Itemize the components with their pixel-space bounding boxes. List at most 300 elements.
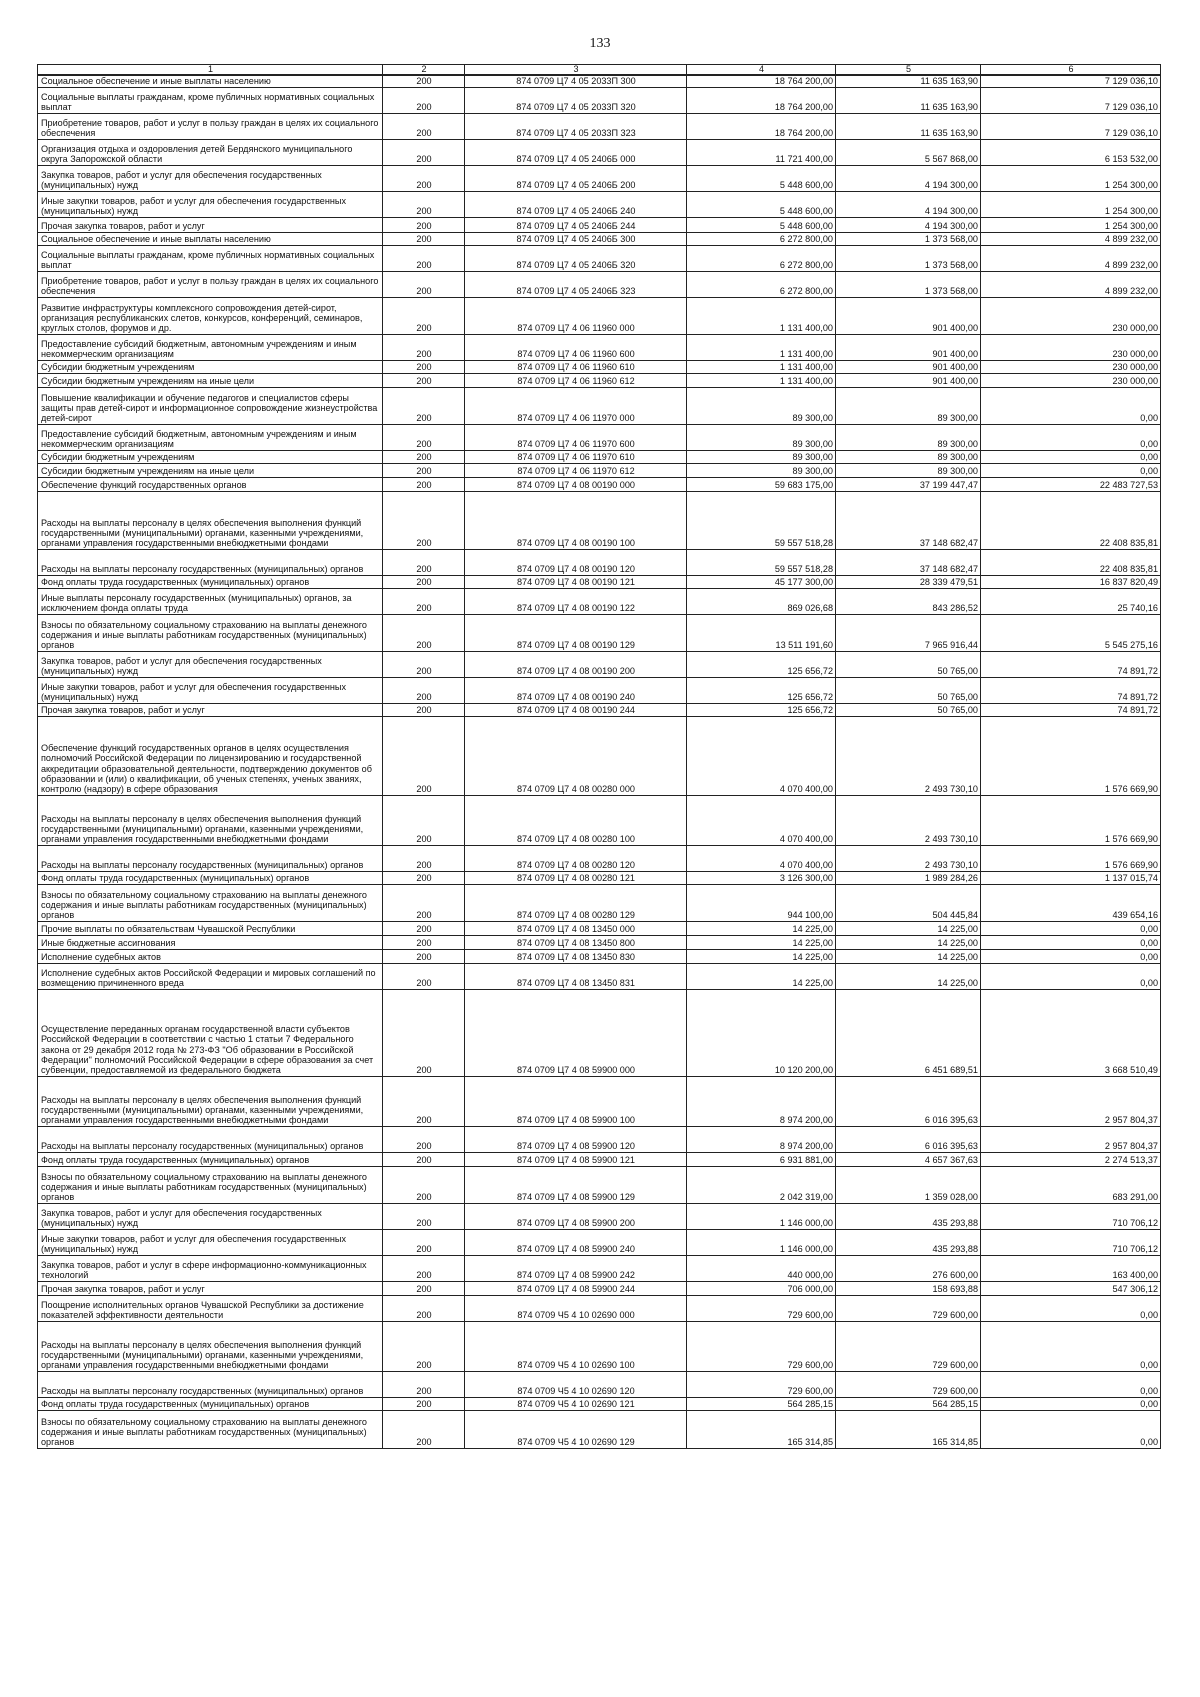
row-name: Повышение квалификации и обучение педагогов и специалистов сферы защиты прав детей-сирот и информационное сопровождение жизнеустройства детей-сирот	[38, 387, 383, 424]
row-value-col6: 0,00	[981, 387, 1161, 424]
table-row	[38, 191, 1161, 217]
row-value-col6: 0,00	[981, 1397, 1161, 1410]
row-value-col4: 6 272 800,00	[687, 245, 836, 271]
row-kbk: 874 0709 Ч5 4 10 02690 120	[465, 1371, 687, 1397]
row-kbk: 874 0709 Ц7 4 08 59900 000	[465, 989, 687, 1076]
row-value-col4: 5 448 600,00	[687, 217, 836, 232]
row-code: 200	[383, 245, 465, 271]
row-value-col6: 1 576 669,90	[981, 795, 1161, 845]
table-row	[38, 87, 1161, 113]
budget-table	[37, 64, 1161, 1449]
row-value-col5: 276 600,00	[836, 1255, 981, 1281]
row-kbk: 874 0709 Ц7 4 08 59900 100	[465, 1076, 687, 1126]
row-value-col4: 165 314,85	[687, 1410, 836, 1448]
table-row	[38, 921, 1161, 935]
row-value-col4: 14 225,00	[687, 935, 836, 949]
row-name: Закупка товаров, работ и услуг в сфере информационно-коммуникационных технологий	[38, 1255, 383, 1281]
row-code: 200	[383, 1203, 465, 1229]
row-value-col5: 2 493 730,10	[836, 716, 981, 795]
table-row	[38, 1076, 1161, 1126]
table-row	[38, 703, 1161, 716]
row-value-col4: 4 070 400,00	[687, 795, 836, 845]
row-value-col4: 89 300,00	[687, 387, 836, 424]
row-name: Предоставление субсидий бюджетным, автономным учреждениям и иным некоммерческим организациям	[38, 334, 383, 360]
table-row	[38, 1410, 1161, 1448]
row-name: Прочая закупка товаров, работ и услуг	[38, 703, 383, 716]
row-value-col6: 22 483 727,53	[981, 477, 1161, 491]
row-code: 200	[383, 1229, 465, 1255]
table-row	[38, 1255, 1161, 1281]
table-row	[38, 871, 1161, 884]
row-value-col5: 564 285,15	[836, 1397, 981, 1410]
table-row	[38, 477, 1161, 491]
row-kbk: 874 0709 Ц7 4 08 13450 830	[465, 949, 687, 963]
row-code: 200	[383, 949, 465, 963]
row-code: 200	[383, 884, 465, 921]
row-name: Исполнение судебных актов Российской Федерации и мировых соглашений по возмещению причиненного вреда	[38, 963, 383, 989]
row-value-col4: 3 126 300,00	[687, 871, 836, 884]
row-value-col5: 901 400,00	[836, 334, 981, 360]
row-code: 200	[383, 588, 465, 614]
row-value-col4: 89 300,00	[687, 450, 836, 463]
row-kbk: 874 0709 Ц7 4 06 11970 600	[465, 424, 687, 450]
row-value-col4: 729 600,00	[687, 1295, 836, 1321]
table-row	[38, 1281, 1161, 1295]
row-value-col6: 683 291,00	[981, 1166, 1161, 1203]
row-kbk: 874 0709 Ц7 4 08 13450 831	[465, 963, 687, 989]
row-kbk: 874 0709 Ц7 4 05 2406Б 200	[465, 165, 687, 191]
table-row	[38, 949, 1161, 963]
row-value-col5: 729 600,00	[836, 1321, 981, 1371]
row-name: Приобретение товаров, работ и услуг в пользу граждан в целях их социального обеспечения	[38, 271, 383, 297]
row-value-col5: 1 373 568,00	[836, 232, 981, 245]
row-code: 200	[383, 677, 465, 703]
row-code: 200	[383, 549, 465, 575]
row-value-col5: 5 567 868,00	[836, 139, 981, 165]
table-row	[38, 1152, 1161, 1166]
table-row	[38, 677, 1161, 703]
row-name: Прочая закупка товаров, работ и услуг	[38, 217, 383, 232]
row-value-col6: 0,00	[981, 1410, 1161, 1448]
row-value-col5: 11 635 163,90	[836, 113, 981, 139]
table-row	[38, 360, 1161, 373]
row-value-col6: 74 891,72	[981, 651, 1161, 677]
row-kbk: 874 0709 Ц7 4 06 11970 000	[465, 387, 687, 424]
row-value-col4: 59 557 518,28	[687, 491, 836, 549]
row-name: Обеспечение функций государственных органов в целях осуществления полномочий Российской Федерации по лицензированию и государственной аккредитации образовательной деятельности, подтверждению документов об образовании и (или) о квалификации, об ученых степенях, ученых званиях, контролю (надзору) в сфере образования	[38, 716, 383, 795]
row-name: Социальное обеспечение и иные выплаты населению	[38, 75, 383, 87]
row-code: 200	[383, 334, 465, 360]
column-header: 6	[981, 65, 1161, 76]
row-name: Иные закупки товаров, работ и услуг для обеспечения государственных (муниципальных) нужд	[38, 1229, 383, 1255]
row-value-col6: 2 957 804,37	[981, 1126, 1161, 1152]
row-value-col6: 2 274 513,37	[981, 1152, 1161, 1166]
row-value-col5: 729 600,00	[836, 1371, 981, 1397]
row-value-col4: 14 225,00	[687, 921, 836, 935]
row-name: Субсидии бюджетным учреждениям на иные цели	[38, 463, 383, 477]
table-row	[38, 575, 1161, 588]
row-name: Осуществление переданных органам государственной власти субъектов Российской Федерации в соответствии с частью 1 статьи 7 Федерального закона от 29 декабря 2012 года № 273-ФЗ "Об образовании в Российской Федерации" полномочий Российской Федерации в сфере образования за счет субвенции, предоставляемой из федерального бюджета	[38, 989, 383, 1076]
row-value-col5: 89 300,00	[836, 450, 981, 463]
row-code: 200	[383, 614, 465, 651]
row-value-col6: 710 706,12	[981, 1229, 1161, 1255]
row-value-col6: 0,00	[981, 963, 1161, 989]
row-value-col5: 165 314,85	[836, 1410, 981, 1448]
table-row	[38, 963, 1161, 989]
row-name: Исполнение судебных актов	[38, 949, 383, 963]
row-code: 200	[383, 217, 465, 232]
row-code: 200	[383, 373, 465, 387]
row-value-col6: 710 706,12	[981, 1203, 1161, 1229]
table-row	[38, 271, 1161, 297]
row-kbk: 874 0709 Ц7 4 08 00280 129	[465, 884, 687, 921]
row-name: Социальные выплаты гражданам, кроме публичных нормативных социальных выплат	[38, 245, 383, 271]
row-value-col6: 4 899 232,00	[981, 245, 1161, 271]
row-code: 200	[383, 716, 465, 795]
row-kbk: 874 0709 Ч5 4 10 02690 129	[465, 1410, 687, 1448]
row-value-col4: 14 225,00	[687, 963, 836, 989]
row-value-col6: 4 899 232,00	[981, 271, 1161, 297]
table-row	[38, 245, 1161, 271]
row-name: Фонд оплаты труда государственных (муниципальных) органов	[38, 871, 383, 884]
row-code: 200	[383, 113, 465, 139]
row-value-col4: 2 042 319,00	[687, 1166, 836, 1203]
row-name: Закупка товаров, работ и услуг для обеспечения государственных (муниципальных) нужд	[38, 1203, 383, 1229]
row-name: Расходы на выплаты персоналу в целях обеспечения выполнения функций государственными (муниципальными) органами, казенными учреждениями, органами управления государственными внебюджетными фондами	[38, 795, 383, 845]
table-row	[38, 232, 1161, 245]
row-name: Фонд оплаты труда государственных (муниципальных) органов	[38, 1397, 383, 1410]
row-value-col5: 14 225,00	[836, 963, 981, 989]
row-kbk: 874 0709 Ц7 4 05 2406Б 323	[465, 271, 687, 297]
row-name: Субсидии бюджетным учреждениям	[38, 450, 383, 463]
row-kbk: 874 0709 Ч5 4 10 02690 121	[465, 1397, 687, 1410]
row-code: 200	[383, 75, 465, 87]
row-value-col6: 1 254 300,00	[981, 191, 1161, 217]
row-code: 200	[383, 1152, 465, 1166]
row-name: Расходы на выплаты персоналу государственных (муниципальных) органов	[38, 549, 383, 575]
row-name: Расходы на выплаты персоналу в целях обеспечения выполнения функций государственными (муниципальными) органами, казенными учреждениями, органами управления государственными внебюджетными фондами	[38, 1321, 383, 1371]
row-value-col6: 230 000,00	[981, 373, 1161, 387]
table-row	[38, 450, 1161, 463]
row-kbk: 874 0709 Ц7 4 08 59900 244	[465, 1281, 687, 1295]
row-value-col5: 4 194 300,00	[836, 191, 981, 217]
row-value-col5: 901 400,00	[836, 360, 981, 373]
row-value-col4: 6 931 881,00	[687, 1152, 836, 1166]
row-value-col4: 8 974 200,00	[687, 1076, 836, 1126]
row-code: 200	[383, 463, 465, 477]
row-value-col5: 11 635 163,90	[836, 87, 981, 113]
row-kbk: 874 0709 Ц7 4 05 2033П 320	[465, 87, 687, 113]
row-value-col4: 14 225,00	[687, 949, 836, 963]
row-code: 200	[383, 491, 465, 549]
table-row	[38, 716, 1161, 795]
row-value-col4: 18 764 200,00	[687, 87, 836, 113]
table-row	[38, 1321, 1161, 1371]
row-code: 200	[383, 1295, 465, 1321]
row-kbk: 874 0709 Ц7 4 08 00190 122	[465, 588, 687, 614]
row-kbk: 874 0709 Ц7 4 05 2406Б 240	[465, 191, 687, 217]
column-header: 3	[465, 65, 687, 76]
row-value-col6: 3 668 510,49	[981, 989, 1161, 1076]
column-header: 2	[383, 65, 465, 76]
row-code: 200	[383, 575, 465, 588]
row-kbk: 874 0709 Ц7 4 08 59900 242	[465, 1255, 687, 1281]
table-row	[38, 1295, 1161, 1321]
row-value-col6: 7 129 036,10	[981, 75, 1161, 87]
row-name: Субсидии бюджетным учреждениям на иные цели	[38, 373, 383, 387]
row-name: Закупка товаров, работ и услуг для обеспечения государственных (муниципальных) нужд	[38, 651, 383, 677]
row-value-col4: 11 721 400,00	[687, 139, 836, 165]
row-name: Закупка товаров, работ и услуг для обеспечения государственных (муниципальных) нужд	[38, 165, 383, 191]
row-code: 200	[383, 871, 465, 884]
row-value-col6: 74 891,72	[981, 703, 1161, 716]
row-value-col4: 1 131 400,00	[687, 373, 836, 387]
row-kbk: 874 0709 Ц7 4 08 59900 121	[465, 1152, 687, 1166]
table-row	[38, 217, 1161, 232]
row-value-col4: 45 177 300,00	[687, 575, 836, 588]
table-row	[38, 1397, 1161, 1410]
row-value-col6: 7 129 036,10	[981, 113, 1161, 139]
row-value-col5: 6 016 395,63	[836, 1076, 981, 1126]
row-code: 200	[383, 1410, 465, 1448]
row-value-col6: 4 899 232,00	[981, 232, 1161, 245]
row-name: Фонд оплаты труда государственных (муниципальных) органов	[38, 1152, 383, 1166]
page-number: 133	[589, 36, 611, 51]
row-value-col5: 37 148 682,47	[836, 491, 981, 549]
row-name: Взносы по обязательному социальному страхованию на выплаты денежного содержания и иные выплаты работникам государственных (муниципальных) органов	[38, 1166, 383, 1203]
row-name: Расходы на выплаты персоналу государственных (муниципальных) органов	[38, 1371, 383, 1397]
row-code: 200	[383, 921, 465, 935]
row-value-col5: 4 194 300,00	[836, 217, 981, 232]
row-value-col4: 1 131 400,00	[687, 297, 836, 334]
row-code: 200	[383, 387, 465, 424]
row-value-col6: 1 576 669,90	[981, 845, 1161, 871]
row-code: 200	[383, 87, 465, 113]
row-value-col4: 564 285,15	[687, 1397, 836, 1410]
row-value-col6: 0,00	[981, 1321, 1161, 1371]
row-value-col4: 125 656,72	[687, 677, 836, 703]
row-name: Субсидии бюджетным учреждениям	[38, 360, 383, 373]
row-value-col6: 1 137 015,74	[981, 871, 1161, 884]
row-kbk: 874 0709 Ц7 4 08 00190 129	[465, 614, 687, 651]
row-value-col5: 6 451 689,51	[836, 989, 981, 1076]
table-row	[38, 165, 1161, 191]
row-value-col6: 74 891,72	[981, 677, 1161, 703]
row-code: 200	[383, 139, 465, 165]
row-value-col5: 37 148 682,47	[836, 549, 981, 575]
row-value-col4: 5 448 600,00	[687, 165, 836, 191]
row-value-col4: 18 764 200,00	[687, 75, 836, 87]
row-value-col5: 11 635 163,90	[836, 75, 981, 87]
table-row	[38, 1126, 1161, 1152]
row-value-col4: 1 146 000,00	[687, 1229, 836, 1255]
row-kbk: 874 0709 Ц7 4 08 00280 100	[465, 795, 687, 845]
row-value-col5: 843 286,52	[836, 588, 981, 614]
row-value-col6: 6 153 532,00	[981, 139, 1161, 165]
row-code: 200	[383, 477, 465, 491]
row-kbk: 874 0709 Ц7 4 08 00190 121	[465, 575, 687, 588]
row-value-col4: 13 511 191,60	[687, 614, 836, 651]
row-name: Поощрение исполнительных органов Чувашской Республики за достижение показателей эффективности деятельности	[38, 1295, 383, 1321]
row-value-col6: 1 254 300,00	[981, 165, 1161, 191]
row-value-col6: 230 000,00	[981, 297, 1161, 334]
row-value-col6: 0,00	[981, 424, 1161, 450]
table-row	[38, 795, 1161, 845]
row-value-col6: 7 129 036,10	[981, 87, 1161, 113]
row-value-col5: 50 765,00	[836, 651, 981, 677]
row-name: Расходы на выплаты персоналу государственных (муниципальных) органов	[38, 1126, 383, 1152]
row-code: 200	[383, 935, 465, 949]
row-kbk: 874 0709 Ц7 4 06 11970 612	[465, 463, 687, 477]
row-value-col5: 89 300,00	[836, 424, 981, 450]
table-row	[38, 1371, 1161, 1397]
row-kbk: 874 0709 Ц7 4 05 2033П 323	[465, 113, 687, 139]
row-name: Предоставление субсидий бюджетным, автономным учреждениям и иным некоммерческим организациям	[38, 424, 383, 450]
table-row	[38, 373, 1161, 387]
row-value-col6: 547 306,12	[981, 1281, 1161, 1295]
row-name: Прочая закупка товаров, работ и услуг	[38, 1281, 383, 1295]
row-kbk: 874 0709 Ч5 4 10 02690 100	[465, 1321, 687, 1371]
row-value-col6: 0,00	[981, 1295, 1161, 1321]
table-row	[38, 1166, 1161, 1203]
row-name: Взносы по обязательному социальному страхованию на выплаты денежного содержания и иные выплаты работникам государственных (муниципальных) органов	[38, 614, 383, 651]
row-kbk: 874 0709 Ц7 4 06 11970 610	[465, 450, 687, 463]
row-code: 200	[383, 1397, 465, 1410]
row-value-col5: 504 445,84	[836, 884, 981, 921]
row-value-col4: 869 026,68	[687, 588, 836, 614]
row-value-col4: 4 070 400,00	[687, 716, 836, 795]
row-value-col5: 28 339 479,51	[836, 575, 981, 588]
row-value-col5: 14 225,00	[836, 935, 981, 949]
row-kbk: 874 0709 Ц7 4 08 00190 120	[465, 549, 687, 575]
row-value-col5: 729 600,00	[836, 1295, 981, 1321]
row-value-col6: 163 400,00	[981, 1255, 1161, 1281]
row-kbk: 874 0709 Ц7 4 08 00190 244	[465, 703, 687, 716]
row-value-col6: 0,00	[981, 450, 1161, 463]
table-row	[38, 491, 1161, 549]
row-kbk: 874 0709 Ц7 4 08 00190 100	[465, 491, 687, 549]
row-kbk: 874 0709 Ц7 4 05 2033П 300	[465, 75, 687, 87]
row-value-col4: 59 557 518,28	[687, 549, 836, 575]
table-row	[38, 845, 1161, 871]
row-code: 200	[383, 191, 465, 217]
row-value-col6: 0,00	[981, 463, 1161, 477]
table-row	[38, 588, 1161, 614]
row-code: 200	[383, 989, 465, 1076]
row-value-col4: 59 683 175,00	[687, 477, 836, 491]
row-value-col5: 50 765,00	[836, 703, 981, 716]
row-value-col5: 435 293,88	[836, 1203, 981, 1229]
row-value-col6: 16 837 820,49	[981, 575, 1161, 588]
table-row	[38, 297, 1161, 334]
table-row	[38, 989, 1161, 1076]
row-code: 200	[383, 1255, 465, 1281]
row-code: 200	[383, 1166, 465, 1203]
row-code: 200	[383, 450, 465, 463]
row-value-col4: 125 656,72	[687, 703, 836, 716]
row-value-col5: 50 765,00	[836, 677, 981, 703]
row-code: 200	[383, 1076, 465, 1126]
column-header: 1	[38, 65, 383, 76]
row-value-col6: 230 000,00	[981, 360, 1161, 373]
row-name: Иные бюджетные ассигнования	[38, 935, 383, 949]
row-code: 200	[383, 232, 465, 245]
column-number-row	[38, 65, 1161, 76]
row-kbk: 874 0709 Ц7 4 05 2406Б 300	[465, 232, 687, 245]
row-kbk: 874 0709 Ц7 4 08 13450 800	[465, 935, 687, 949]
row-value-col6: 439 654,16	[981, 884, 1161, 921]
row-kbk: 874 0709 Ц7 4 08 59900 200	[465, 1203, 687, 1229]
row-code: 200	[383, 651, 465, 677]
row-value-col5: 89 300,00	[836, 463, 981, 477]
row-value-col4: 5 448 600,00	[687, 191, 836, 217]
row-name: Организация отдыха и оздоровления детей Бердянского муниципального округа Запорожской области	[38, 139, 383, 165]
row-value-col5: 14 225,00	[836, 921, 981, 935]
row-name: Социальные выплаты гражданам, кроме публичных нормативных социальных выплат	[38, 87, 383, 113]
row-kbk: 874 0709 Ц7 4 06 11960 000	[465, 297, 687, 334]
row-value-col6: 5 545 275,16	[981, 614, 1161, 651]
row-value-col4: 944 100,00	[687, 884, 836, 921]
table-row	[38, 651, 1161, 677]
row-value-col4: 18 764 200,00	[687, 113, 836, 139]
row-value-col6: 25 740,16	[981, 588, 1161, 614]
table-row	[38, 387, 1161, 424]
table-row	[38, 614, 1161, 651]
row-kbk: 874 0709 Ц7 4 05 2406Б 320	[465, 245, 687, 271]
row-value-col4: 8 974 200,00	[687, 1126, 836, 1152]
row-value-col4: 125 656,72	[687, 651, 836, 677]
row-name: Расходы на выплаты персоналу в целях обеспечения выполнения функций государственными (муниципальными) органами, казенными учреждениями, органами управления государственными внебюджетными фондами	[38, 1076, 383, 1126]
row-kbk: 874 0709 Ц7 4 08 00190 000	[465, 477, 687, 491]
row-value-col6: 22 408 835,81	[981, 491, 1161, 549]
row-kbk: 874 0709 Ц7 4 08 00190 200	[465, 651, 687, 677]
row-value-col5: 6 016 395,63	[836, 1126, 981, 1152]
row-value-col4: 1 146 000,00	[687, 1203, 836, 1229]
row-value-col5: 435 293,88	[836, 1229, 981, 1255]
row-kbk: 874 0709 Ц7 4 05 2406Б 000	[465, 139, 687, 165]
row-name: Расходы на выплаты персоналу государственных (муниципальных) органов	[38, 845, 383, 871]
row-value-col5: 7 965 916,44	[836, 614, 981, 651]
row-value-col6: 1 576 669,90	[981, 716, 1161, 795]
table-row	[38, 113, 1161, 139]
row-name: Взносы по обязательному социальному страхованию на выплаты денежного содержания и иные выплаты работникам государственных (муниципальных) органов	[38, 884, 383, 921]
row-value-col6: 0,00	[981, 935, 1161, 949]
row-value-col5: 4 657 367,63	[836, 1152, 981, 1166]
row-name: Развитие инфраструктуры комплексного сопровождения детей-сирот, организация республиканских слетов, конкурсов, конференций, семинаров, круглых столов, форумов и др.	[38, 297, 383, 334]
row-kbk: 874 0709 Ч5 4 10 02690 000	[465, 1295, 687, 1321]
row-value-col5: 901 400,00	[836, 373, 981, 387]
row-kbk: 874 0709 Ц7 4 08 59900 240	[465, 1229, 687, 1255]
row-value-col4: 6 272 800,00	[687, 271, 836, 297]
row-value-col6: 1 254 300,00	[981, 217, 1161, 232]
row-value-col4: 1 131 400,00	[687, 334, 836, 360]
row-name: Взносы по обязательному социальному страхованию на выплаты денежного содержания и иные выплаты работникам государственных (муниципальных) органов	[38, 1410, 383, 1448]
table-row	[38, 1229, 1161, 1255]
row-code: 200	[383, 1321, 465, 1371]
row-value-col5: 1 989 284,26	[836, 871, 981, 884]
row-name: Социальное обеспечение и иные выплаты населению	[38, 232, 383, 245]
row-code: 200	[383, 424, 465, 450]
table-body	[38, 75, 1161, 1448]
row-kbk: 874 0709 Ц7 4 08 00280 121	[465, 871, 687, 884]
row-value-col6: 0,00	[981, 949, 1161, 963]
row-kbk: 874 0709 Ц7 4 08 59900 120	[465, 1126, 687, 1152]
row-code: 200	[383, 963, 465, 989]
row-value-col5: 89 300,00	[836, 387, 981, 424]
table-row	[38, 139, 1161, 165]
row-code: 200	[383, 360, 465, 373]
row-name: Приобретение товаров, работ и услуг в пользу граждан в целях их социального обеспечения	[38, 113, 383, 139]
